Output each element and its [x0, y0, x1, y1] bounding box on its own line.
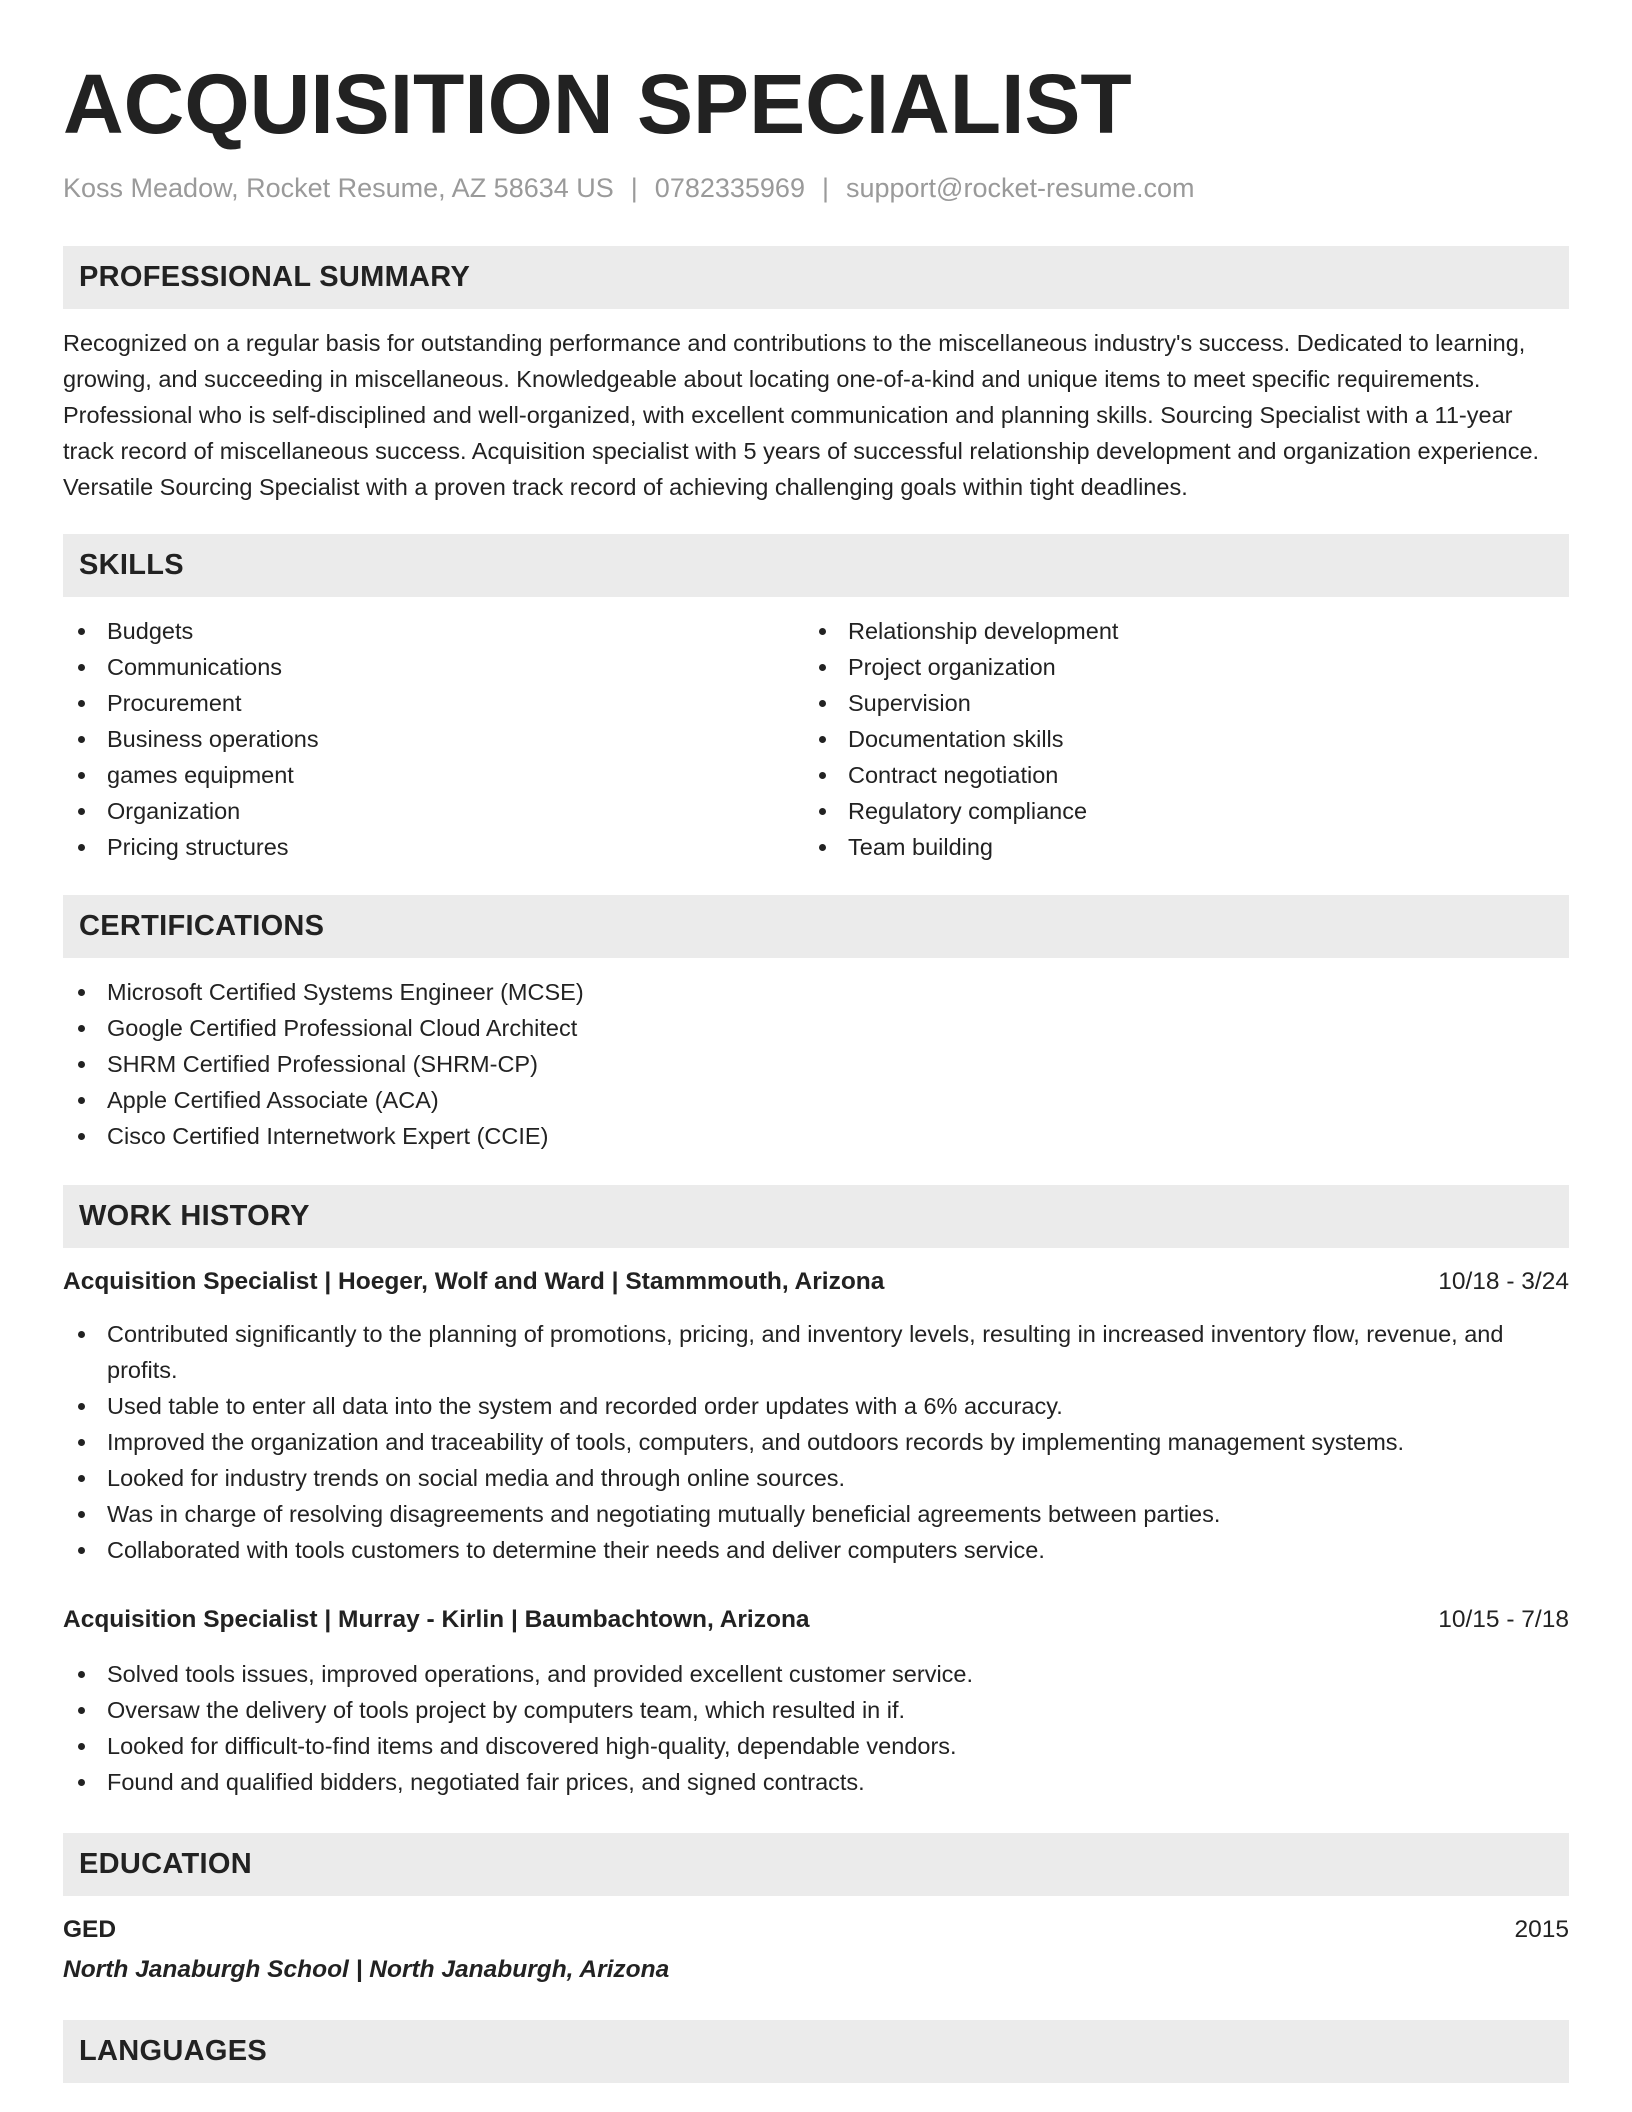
skill-item: Business operations — [63, 721, 804, 757]
job-header — [63, 1602, 1569, 1638]
job-bullet: Looked for industry trends on social media and through online sources. — [63, 1460, 1569, 1496]
contact-separator: | — [630, 173, 638, 203]
skills-grid — [63, 613, 1569, 865]
job-bullet: Was in charge of resolving disagreements and negotiating mutually beneficial agreements between parties. — [63, 1496, 1569, 1532]
skill-item: Organization — [63, 793, 804, 829]
certification-item: Apple Certified Associate (ACA) — [63, 1082, 1569, 1118]
skill-item: Procurement — [63, 685, 804, 721]
contact-email[interactable]: support@rocket-resume.com — [845, 173, 1195, 203]
contact-phone: 0782335969 — [654, 173, 805, 203]
skill-item: Contract negotiation — [804, 757, 1545, 793]
contact-address: Koss Meadow, Rocket Resume, AZ 58634 US — [63, 173, 614, 203]
skill-item: Supervision — [804, 685, 1545, 721]
job-bullet: Looked for difficult-to-find items and discovered high-quality, dependable vendors. — [63, 1728, 1569, 1764]
job-bullet: Found and qualified bidders, negotiated fair prices, and signed contracts. — [63, 1764, 1569, 1800]
summary-text: Recognized on a regular basis for outstanding performance and contributions to the miscellaneous industry's success. Dedicated to learning, growing, and succeeding in miscellaneous. Knowledgeable about locating one-of-a-kind and unique items to meet specific requirements. Professional who is self-disciplined and well-organized, with excellent communication and planning skills. Sourcing Specialist with a 11-year track record of miscellaneous success. Acquisition specialist with 5 years of successful relationship development and organization experience. Versatile Sourcing Specialist with a proven track record of achieving challenging goals within tight deadlines. — [63, 330, 1540, 500]
job-bullet: Collaborated with tools customers to determine their needs and deliver computers service. — [63, 1532, 1569, 1568]
section-heading-skills: SKILLS — [63, 534, 1569, 597]
certifications-list — [63, 974, 1569, 1154]
skill-item: Documentation skills — [804, 721, 1545, 757]
skill-item: Team building — [804, 829, 1545, 865]
job-bullet: Solved tools issues, improved operations, and provided excellent customer service. — [63, 1656, 1569, 1692]
education-degree: GED — [63, 1916, 117, 1943]
skill-item: Communications — [63, 649, 804, 685]
contact-separator: | — [821, 173, 829, 203]
job-title: Acquisition Specialist | Murray - Kirlin | Baumbachtown, Arizona — [63, 1606, 810, 1633]
section-heading-summary: PROFESSIONAL SUMMARY — [63, 246, 1569, 309]
section-heading-certifications: CERTIFICATIONS — [63, 895, 1569, 958]
education-school: North Janaburgh School | North Janaburgh, Arizona — [63, 1956, 670, 1983]
job-bullet: Improved the organization and traceability of tools, computers, and outdoors records by implementing management systems. — [63, 1424, 1569, 1460]
resume-title: ACQUISITION SPECIALIST — [63, 57, 1132, 151]
job-bullet: Contributed significantly to the planning of promotions, pricing, and inventory levels, resulting in increased inventory flow, revenue, and profits. — [63, 1316, 1569, 1388]
education-header — [63, 1912, 1569, 1948]
skill-item: Pricing structures — [63, 829, 804, 865]
skills-column-left — [63, 613, 804, 865]
skill-item: Project organization — [804, 649, 1545, 685]
job-dates: 10/18 - 3/24 — [1438, 1268, 1569, 1295]
certification-item: SHRM Certified Professional (SHRM-CP) — [63, 1046, 1569, 1082]
skill-item: Budgets — [63, 613, 804, 649]
contact-line — [63, 170, 1569, 206]
education-year: 2015 — [1514, 1916, 1569, 1943]
section-heading-languages: LANGUAGES — [63, 2020, 1569, 2083]
job-dates: 10/15 - 7/18 — [1438, 1606, 1569, 1633]
section-heading-education: EDUCATION — [63, 1833, 1569, 1896]
skill-item: Regulatory compliance — [804, 793, 1545, 829]
certification-item: Google Certified Professional Cloud Architect — [63, 1010, 1569, 1046]
certification-item: Cisco Certified Internetwork Expert (CCIE) — [63, 1118, 1569, 1154]
certification-item: Microsoft Certified Systems Engineer (MCSE) — [63, 974, 1569, 1010]
job-bullets — [63, 1656, 1569, 1800]
skill-item: games equipment — [63, 757, 804, 793]
job-bullets — [63, 1316, 1569, 1568]
skills-column-right — [804, 613, 1545, 865]
job-bullet: Used table to enter all data into the system and recorded order updates with a 6% accuracy. — [63, 1388, 1569, 1424]
skill-item: Relationship development — [804, 613, 1545, 649]
job-bullet: Oversaw the delivery of tools project by computers team, which resulted in if. — [63, 1692, 1569, 1728]
job-title: Acquisition Specialist | Hoeger, Wolf and Ward | Stammmouth, Arizona — [63, 1268, 885, 1295]
job-header — [63, 1264, 1569, 1300]
section-heading-work-history: WORK HISTORY — [63, 1185, 1569, 1248]
